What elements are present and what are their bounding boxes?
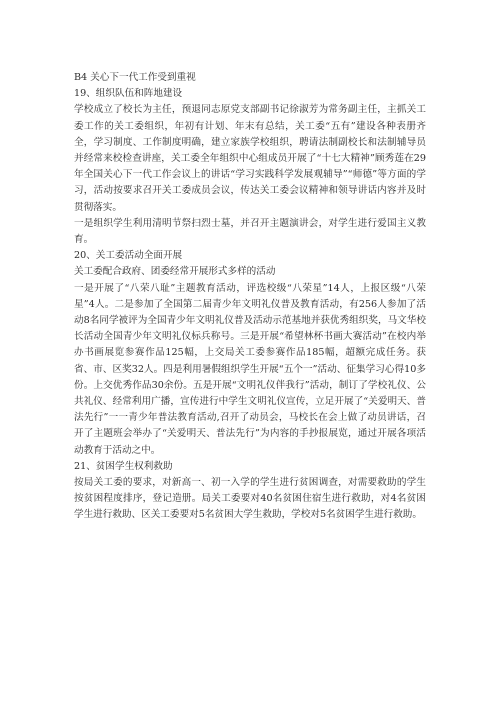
subheading-activities: 关工委配合政府、团委经常开展形式多样的活动 [74,266,276,278]
paragraph-activities: 一是开展了“八荣八耻”主题教育活动，评选校级“八荣星”14人，上报区级“八荣星”4人。二是参加了全国第二届青少年文明礼仪普及教育活动，有256人参加了活动8名同学被评为全国青少年文明礼仪普及活动示范基地并获优秀组织奖，马文华校长活动全国青少年文明礼仪标兵称号。三是开展“希望林杯书画大赛活动”在校内举办书画展览参赛作品125幅，上交局关工委参赛作品185幅，超额完成任务。获省、市、区奖32人。四是利用暑假组织学生开展“五个一”活动、征集学习心得10多份。上交优秀作品30余份。五是开展“文明礼仪伴我行”活动，制订了学校礼仪、公共礼仪、经常利用广播，宣传进行中学生文明礼仪宣传，立足开展了“关爱明天、普法先行”一一青少年普法教育活动,召开了动员会，马校长在会上做了动员讲话，召开了主题班会举办了“关爱明天、普法先行”为内容的手抄报展览，通过开展各项活动教育于活动之中。 [74,282,426,456]
item-heading-21: 21、贫困学生权利救助 [74,460,173,472]
paragraph-organization: 学校成立了校长为主任，预退同志原党支部副书记徐淑芳为常务副主任，主抓关工委工作的关工委组织，年初有计划、年末有总结，关工委“五有”建设各种表册齐全，学习制度、工作制度明确，建立家族学校组织，聘请法制副校长和法制辅导员并经常来校检查讲座，关工委全年组织中心组成员开展了“十七大精神”顾秀莲在29年全国关心下一代工作会议上的讲话“学习实践科学发展观辅导”“师德”等方面的学习，活动按要求召开关工委成员会议，传达关工委会议精神和领导讲话内容并及时贯彻落实。 [74,104,426,213]
paragraph-patriotic-education: 一是组织学生利用清明节祭扫烈士墓，并召开主题演讲会，对学生进行爱国主义教育。 [74,217,426,246]
item-heading-19: 19、组织队伍和阵地建设 [74,88,183,100]
section-heading: B4 关心下一代工作受到重视 [74,72,196,83]
paragraph-poverty-aid: 按局关工委的要求，对新高一、初一入学的学生进行贫困调查，对需要救助的学生按贫困程度排序，登记造册。局关工委要对40名贫困住宿生进行救助，对4名贫困学生进行救助、区关工委要对5名贫困大学生救助，学校对5名贫困学生进行救助。 [74,477,426,521]
item-heading-20: 20、关工委活动全面开展 [74,250,183,262]
document-body [74,70,426,524]
